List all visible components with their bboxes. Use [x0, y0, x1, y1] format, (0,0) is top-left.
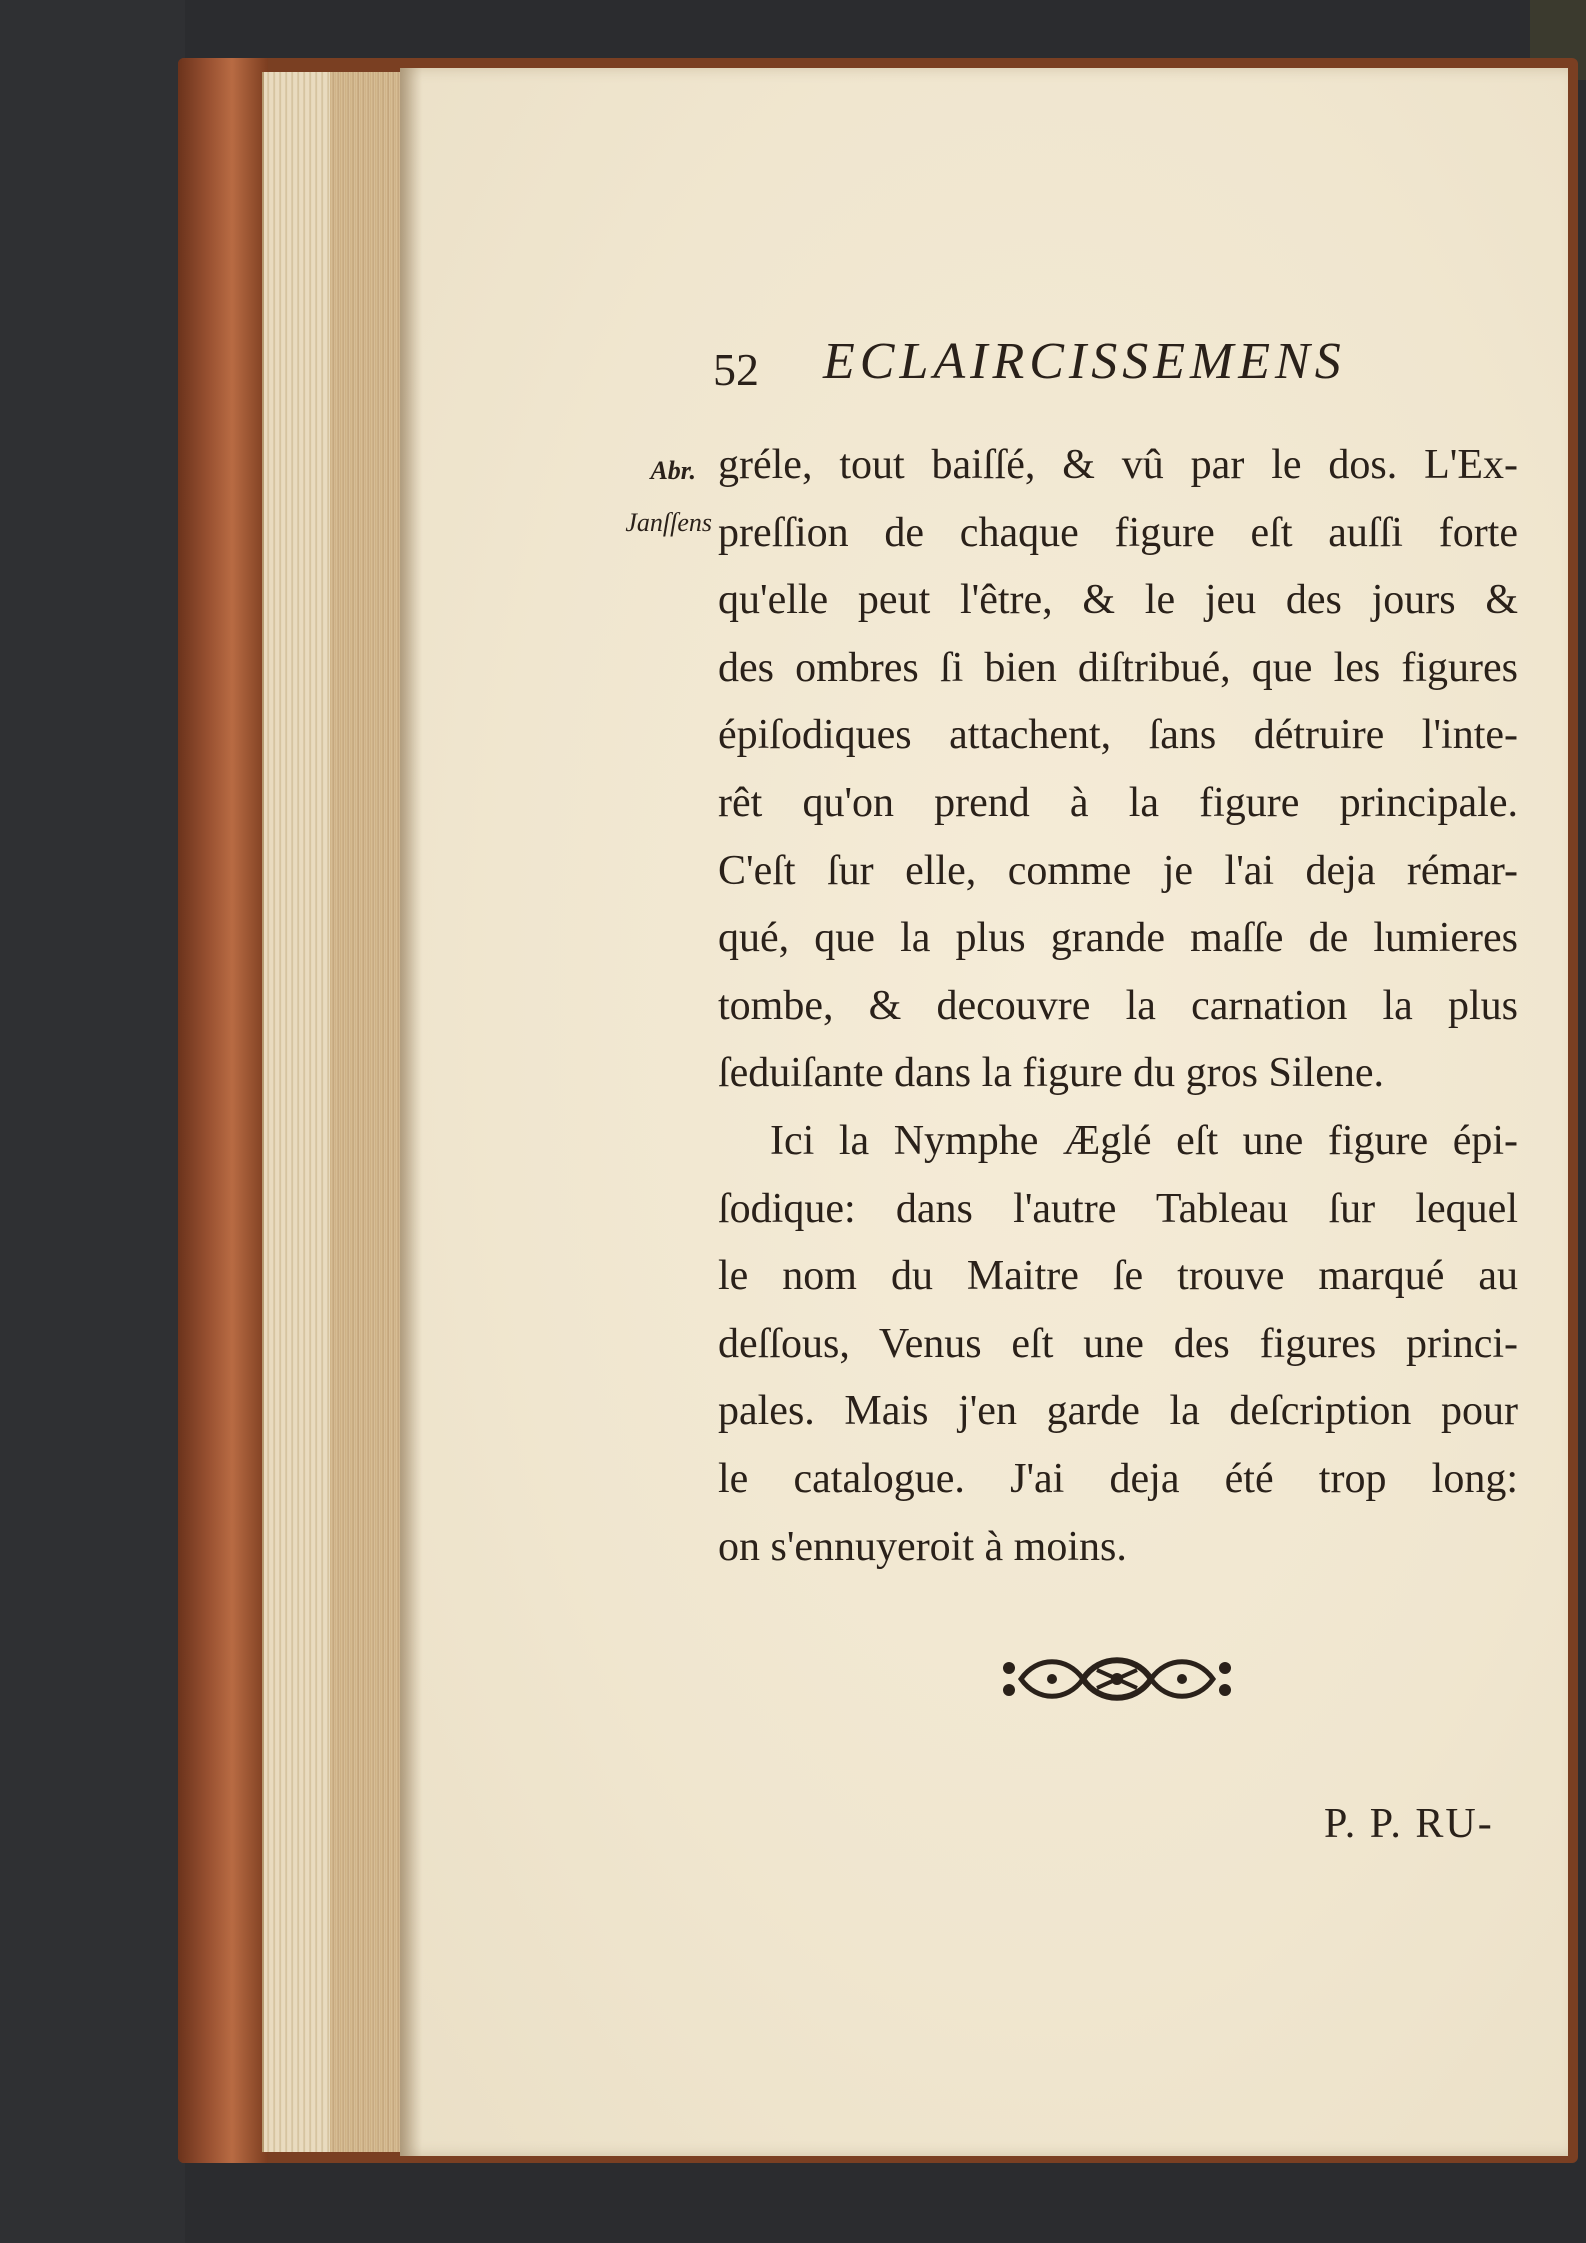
page-edges-gilt: [330, 72, 400, 2152]
book-spine: [178, 58, 268, 2163]
text-line: des ombres ſi bien diſtribué, que les figures: [718, 644, 1518, 691]
text-line: tombe, & decouvre la carnation la plus: [718, 982, 1518, 1029]
text-line: gréle, tout baiſſé, & vû par le dos. L'Ex-: [718, 442, 1518, 488]
page-number: 52: [713, 344, 759, 395]
running-head: ECLAIRCISSEMENS: [823, 333, 1346, 390]
text-line: Ici la Nymphe Æglé eſt une figure épi-: [770, 1117, 1518, 1164]
text-line: on s'ennuyeroit à moins.: [718, 1523, 1127, 1570]
gutter-shadow: [400, 68, 422, 2156]
text-line: le nom du Maitre ſe trouve marqué au: [718, 1253, 1518, 1300]
text-line: le catalogue. J'ai deja été trop long:: [718, 1455, 1518, 1502]
catchword: P. P. RU-: [1324, 1801, 1494, 1847]
text-line: preſſion de chaque figure eſt auſſi forte: [718, 509, 1518, 556]
text-line: épiſodiques attachent, ſans détruire l'inte-: [718, 712, 1518, 759]
printer-ornament-icon: [997, 1650, 1237, 1708]
text-line: ſeduiſante dans la figure du gros Silene.: [718, 1050, 1384, 1097]
margin-note-line: Janſſens: [625, 508, 712, 537]
backdrop: [0, 0, 185, 2243]
margin-note: [596, 445, 712, 549]
body-text: [718, 432, 1518, 1581]
text-line: qu'elle peut l'être, & le jeu des jours &: [718, 577, 1518, 624]
text-line: pales. Mais j'en garde la deſcription pour: [718, 1388, 1518, 1435]
text-line: deſſous, Venus eſt une des figures princi-: [718, 1320, 1518, 1367]
text-line: C'eſt ſur elle, comme je l'ai deja rémar-: [718, 847, 1518, 894]
margin-note-line: Abr.: [650, 456, 696, 485]
text-line: ſodique: dans l'autre Tableau ſur lequel: [718, 1185, 1518, 1232]
text-line: qué, que la plus grande maſſe de lumieres: [718, 915, 1518, 962]
text-line: rêt qu'on prend à la figure principale.: [718, 779, 1518, 826]
